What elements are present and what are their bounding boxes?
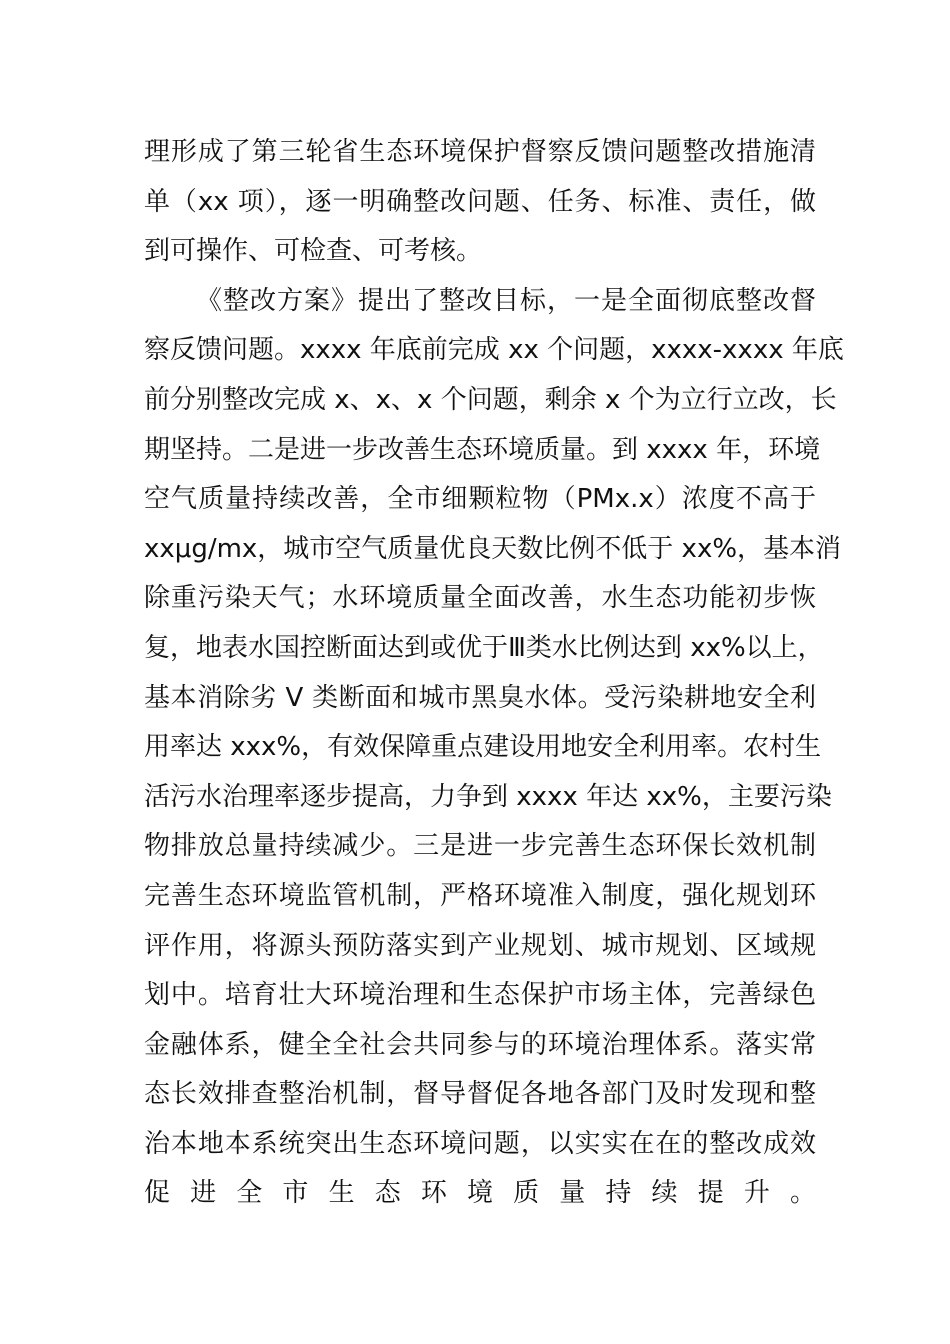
paragraph-2-line-9: 基本消除劣 V 类断面和城市黑臭水体。受污染耕地安全利 (144, 682, 816, 713)
paragraph-2-line-8: 复，地表水国控断面达到或优于Ⅲ类水比例达到 xx%以上， (144, 632, 824, 663)
paragraph-2-line-3: 前分别整改完成 x、x、x 个问题，剩余 x 个为立行立改，长 (144, 384, 837, 415)
paragraph-2-line-15: 划中。培育壮大环境治理和生态保护市场主体，完善绿色 (144, 980, 816, 1011)
paragraph-2-line-21 (144, 1269, 816, 1319)
paragraph-1-line-3: 到可操作、可检查、可考核。 (144, 236, 483, 267)
paragraph-2-line-13: 完善生态环境监管机制，严格环境准入制度，强化规划环 (144, 880, 816, 911)
paragraph-2-line-14: 评作用，将源头预防落实到产业规划、城市规划、区域规 (144, 930, 816, 961)
paragraph-2-line-17: 态长效排查整治机制，督导督促各地各部门及时发现和整 (144, 1079, 816, 1110)
paragraph-2-line-7: 除重污染天气；水环境质量全面改善，水生态功能初步恢 (144, 583, 816, 614)
paragraph-2-line-2: 察反馈问题。xxxx 年底前完成 xx 个问题，xxxx-xxxx 年底 (144, 335, 844, 366)
paragraph-2-line-5: 空气质量持续改善，全市细颗粒物（PMx.x）浓度不高于 (144, 484, 816, 515)
paragraph-2-line-1: 《整改方案》提出了整改目标，一是全面彻底整改督 (196, 285, 816, 316)
paragraph-2-line-11: 活污水治理率逐步提高，力争到 xxxx 年达 xx%，主要污染 (144, 781, 832, 812)
paragraph-2-line-6: xxμg/mx，城市空气质量优良天数比例不低于 xx%，基本消 (144, 533, 842, 564)
paragraph-2-line-10: 用率达 xxx%，有效保障重点建设用地安全利用率。农村生 (144, 732, 822, 763)
paragraph-2-line-18: 治本地本系统突出生态环境问题，以实实在在的整改成效 (144, 1128, 816, 1159)
paragraph-1-line-1: 理形成了第三轮省生态环境保护督察反馈问题整改措施清 (144, 137, 816, 167)
paragraph-1-line-2: 单（xx 项），逐一明确整改问题、任务、标准、责任，做 (144, 186, 816, 217)
paragraph-2-line-16: 金融体系，健全全社会共同参与的环境治理体系。落实常 (144, 1029, 816, 1060)
paragraph-2-line-19: 促进全市生态环境质量持续提升。 (144, 1178, 816, 1209)
paragraph-2-line-4: 期坚持。二是进一步改善生态环境质量。到 xxxx 年，环境 (144, 434, 821, 465)
paragraph-2-line-12: 物排放总量持续减少。三是进一步完善生态环保长效机制 (144, 831, 816, 862)
document-body (144, 128, 844, 1318)
paragraph-2-line-20 (144, 1219, 816, 1269)
